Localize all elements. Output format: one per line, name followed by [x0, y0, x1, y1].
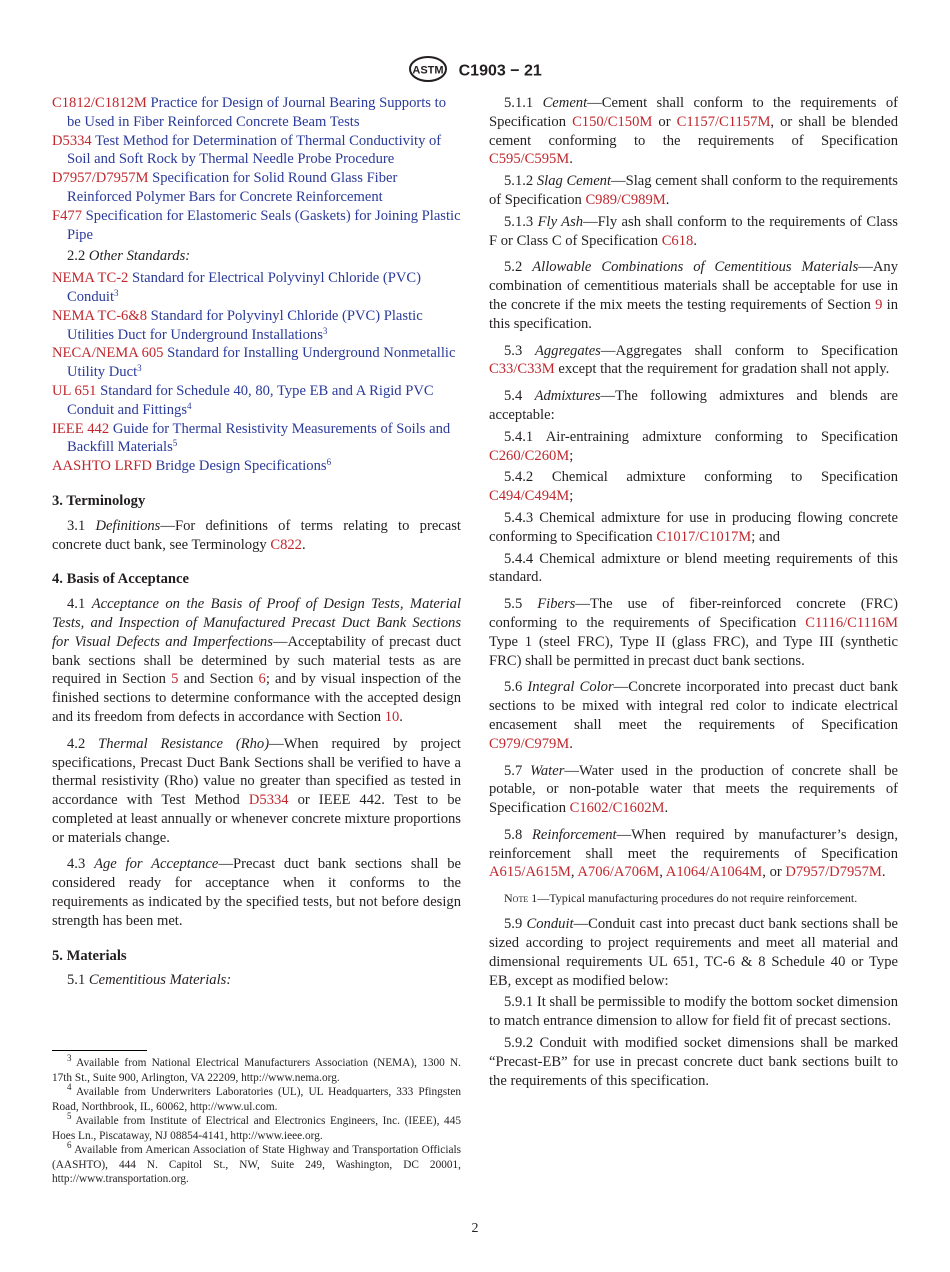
reference-code[interactable]: C1812/C1812M — [52, 95, 147, 111]
reference-d7957: D7957/D7957M Specification for Solid Round Glass Fiber Reinforced Polymer Bars for Concrete Reinforcement — [52, 170, 398, 205]
reference-code[interactable]: D5334 — [52, 132, 92, 149]
footnote-5: $^5$ Available from Institute of Electrical and Electronics Engineers, Inc. (IEEE), 445 Hoes Ln., Piscataway, NJ 08854-4141, http://www.ieee.org. — [52, 1111, 461, 1142]
paragraph-5-1-2: 5.1.2 Slag Cement—Slag cement shall conform to the requirements of Specification C989/C989M. — [489, 173, 898, 208]
paragraph-5-4-4: 5.4.4 Chemical admixture or blend meeting requirements of this standard. — [489, 550, 898, 586]
astm-logo-icon — [408, 56, 448, 87]
paragraph-5-6: 5.6 Integral Color—Concrete incorporated into precast duct bank sections to be mixed with integral red color to indicate electrical encasement shall meet the requirements of Specification C979/C979M. — [489, 679, 899, 752]
paragraph-5-9-2: 5.9.2 Conduit with modified socket dimensions shall be marked “Precast-EB” for use in precast concrete duct bank sections built to the requirements of this specification. — [489, 1035, 898, 1089]
reference-code[interactable]: D7957/D7957M — [52, 170, 149, 187]
paragraph-5-3: 5.3 Aggregates—Aggregates shall conform to Specification C33/C33M except that the requirement for gradation shall not apply. — [489, 342, 898, 378]
footnote-4: $^4$ Available from Underwriters Laboratories (UL), UL Headquarters, 333 Pfingsten Road, Northbrook, IL, 60062, http://www.ul.com. — [52, 1082, 461, 1113]
paragraph-4-3: 4.3 Age for Acceptance—Precast duct bank sections shall be considered ready for acceptance when it conforms to the requirements as indicated by the specified tests, but not before design strength has been met. — [52, 856, 462, 929]
reference-f477: F477 Specification for Elastomeric Seals (Gaskets) for Joining Plastic Pipe — [52, 207, 461, 243]
paragraph-5-1: 5.1 Cementitious Materials: — [67, 972, 232, 989]
footnote-6: $^6$ Available from American Association of State Highway and Transportation Officials (AASHTO), 444 N. Capitol St., NW, Suite 249, Washington, DC 20001, http://www.transportation.org. — [52, 1140, 462, 1185]
reference-nema-tc6: NEMA TC-6&8 Standard for Polyvinyl Chloride (PVC) Plastic Utilities Duct for Underground Installations$^3$ — [52, 307, 423, 343]
paragraph-5-4-1: 5.4.1 Air-entraining admixture conforming to Specification C260/C260M; — [489, 428, 898, 464]
paragraph-5-9: 5.9 Conduit—Conduit cast into precast duct bank sections shall be sized according to project requirements and meet all material and dimensional requirements UL 651, TC-6 & 8 Schedule 40 or Type EB, except as modified below: — [489, 916, 898, 989]
paragraph-5-9-1: 5.9.1 It shall be permissible to modify the bottom socket dimension to match entrance dimension to allow for field fit of precast sections. — [489, 994, 898, 1030]
paragraph-5-5: 5.5 Fibers—The use of fiber-reinforced concrete (FRC) conforming to the requirements of Specification C1116/C1116M Type 1 (steel FRC), Type II (glass FRC), and Type III (synthetic FRC) shall be permitted in precast duct bank sections. — [489, 596, 898, 669]
paragraph-4-1: 4.1 Acceptance on the Basis of Proof of Design Tests, Material Tests, and Inspection of Manufactured Precast Duct Bank Sections for Visual Defects and Imperfections—Acceptability of precast duct bank sections shall be determined by such material tests as are required in Section 5 and Section 6; and by visual inspection of the finished sections to determine conformance with the accepted design and its freedom from defects in accordance with Section 10. — [52, 596, 462, 725]
reference-c1812: C1812/C1812M Practice for Design of Journal Bearing Supports to be Used in Fiber Reinforced Concrete Beam Tests — [52, 95, 446, 130]
paragraph-4-2: 4.2 Thermal Resistance (Rho)—When required by project specifications, Precast Duct Bank Sections shall be verified to have a thermal resistivity (Rho) value no greater than specified as tested in accordance with Test Method D5334 or IEEE 442. Test to be completed at least annually or whenever concrete mixture proportions or materials change. — [52, 735, 461, 846]
footnotes — [52, 1050, 461, 1187]
reference-nema-tc2: NEMA TC-2 Standard for Electrical Polyvinyl Chloride (PVC) Conduit$^3$ — [52, 270, 421, 305]
reference-code[interactable]: F477 — [52, 207, 83, 224]
paragraph-5-4: 5.4 Admixtures—The following admixtures and blends are acceptable: — [489, 388, 898, 423]
document-designation: C1903 − 21 — [458, 62, 542, 80]
section-heading-terminology: 3. Terminology — [52, 492, 146, 509]
left-column — [52, 94, 461, 990]
right-column — [489, 94, 898, 1090]
reference-ieee-442: IEEE 442 Guide for Thermal Resistivity Measurements of Soils and Backfill Materials$^5$ — [52, 420, 451, 456]
reference-d5334: D5334 Test Method for Determination of Thermal Conductivity of Soil and Soft Rock by Thermal Needle Probe Procedure — [52, 132, 442, 168]
note-1: Note 1—Typical manufacturing procedures do not require reinforcement. — [504, 891, 858, 906]
reference-ul-651: UL 651 Standard for Schedule 40, 80, Type EB and A Rigid PVC Conduit and Fittings$^4$ — [52, 382, 434, 418]
paragraph-5-2: 5.2 Allowable Combinations of Cementitious Materials—Any combination of cementitious materials shall be acceptable for use in the concrete if the mix meets the testing requirements of Section 9 in this specification. — [489, 259, 899, 332]
section-heading-materials: 5. Materials — [52, 947, 127, 964]
paragraph-5-7: 5.7 Water—Water used in the production of concrete shall be potable, or non-potable water that meets the requirements of Specification C1602/C1602M. — [489, 762, 898, 817]
svg-text:ASTM: ASTM — [412, 64, 444, 77]
paragraph-5-8: 5.8 Reinforcement—When required by manufacturer’s design, reinforcement shall meet the requirements of Specification A615/A615M, A706/A706M, A1064/A1064M, or D7957/D7957M. — [489, 826, 898, 881]
paragraph-5-4-2: 5.4.2 Chemical admixture conforming to Specification C494/C494M; — [489, 469, 898, 505]
page-header — [0, 56, 950, 87]
paragraph-5-1-3: 5.1.3 Fly Ash—Fly ash shall conform to the requirements of Class F or Class C of Specification C618. — [489, 213, 898, 249]
section-2-2: 2.2 Other Standards: — [67, 248, 191, 265]
paragraph-5-4-3: 5.4.3 Chemical admixture for use in producing flowing concrete conforming to Specification C1017/C1017M; and — [489, 509, 898, 545]
page-number: 2 — [471, 1221, 479, 1236]
reference-aashto: AASHTO LRFD Bridge Design Specifications$^6$ — [52, 457, 332, 475]
section-heading-basis: 4. Basis of Acceptance — [52, 571, 190, 588]
reference-neca-nema-605: NECA/NEMA 605 Standard for Installing Underground Nonmetallic Utility Duct$^3$ — [52, 345, 456, 381]
paragraph-3-1: 3.1 Definitions—For definitions of terms relating to precast concrete duct bank, see Terminology C822. — [52, 517, 461, 553]
footnote-3: $^3$ Available from National Electrical Manufacturers Association (NEMA), 1300 N. 17th St., Suite 900, Arlington, VA 22209, http://www.nema.org. — [52, 1053, 462, 1084]
paragraph-5-1-1: 5.1.1 Cement—Cement shall conform to the requirements of Specification C150/C150M or C1157/C1157M, or shall be blended cement conforming to the requirements of Specification C595/C595M. — [489, 95, 898, 168]
footnote-rule — [52, 1050, 147, 1051]
